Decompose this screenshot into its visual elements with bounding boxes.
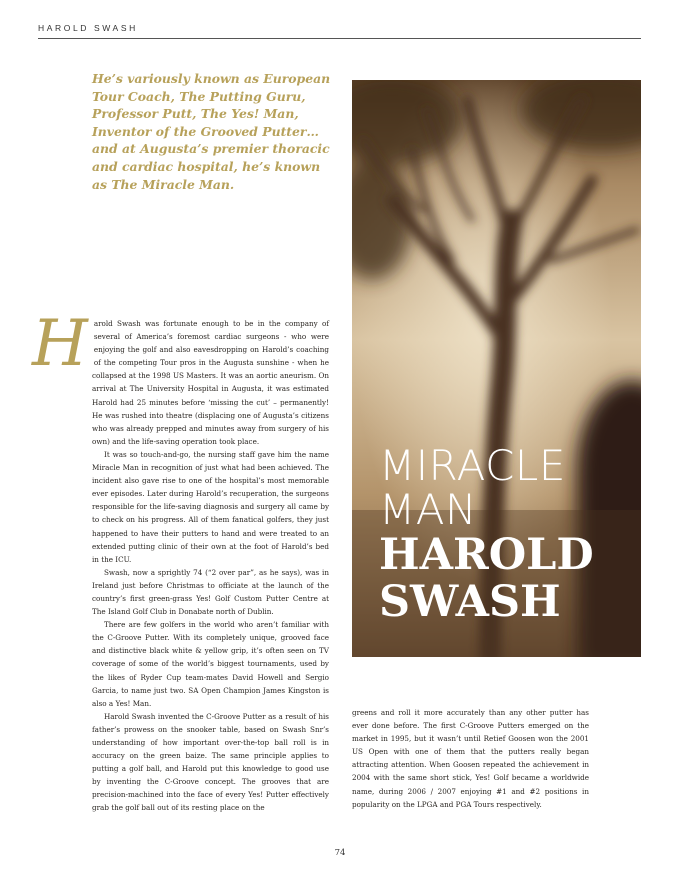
article-paragraph: There are few golfers in the world who aren’t familiar with the C-Groove Putter. With its completely unique, grooved face and distinctive black white & yellow grip, it’s often seen on TV coverage of some of the world’s biggest tournaments, used by the likes of Ryder Cup team-mates David Howell and Sergio Garcia, to name just two. SA Open Champion James Kingston is also a Yes! Man. [92, 620, 329, 708]
running-head: HAROLD SWASH [38, 23, 138, 33]
article-paragraph: Harold Swash invented the C-Groove Putter as a result of his father’s prowess on the snooker table, based on Swash Snr’s understanding of how important over-the-top ball roll is in accuracy on the green baize. The same principle applies to putting a golf ball, and Harold put this knowledge to good use by inventing the C-Groove concept. The grooves that are precision-machined into the face of every Yes! Putter effectively grab the golf ball out of its resting place on the [92, 711, 329, 813]
pull-quote-line: as The Miracle Man. [92, 176, 235, 192]
article-paragraph: greens and roll it more accurately than any other putter has ever done before. The first C-Groove Putters emerged on the market in 1995, but it wasn’t until Retief Goosen won the 2001 US Open with one of them that the putters really began attracting attention. When Goosen repeated the achievement in 2004 with the same short stick, Yes! Golf became a worldwide name, during 2006 / 2007 enjoying #1 and #2 positions in popularity on the LPGA and PGA Tours respectively. [352, 708, 589, 809]
pull-quote [92, 70, 342, 193]
pull-quote-line: Professor Putt, The Yes! Man, [92, 106, 299, 122]
paragraph-text: arold Swash was fortunate enough to be in the company of several of America’s foremost cardiac surgeons - who were enjoying the golf and also eavesdropping on Harold’s coaching of the competing Tour pros in the Augusta sunshine - when he collapsed at the 1998 US Masters. It was an aortic aneurism. On arrival at The University Hospital in Augusta, it was estimated Harold had 25 minutes before ‘missing the cut’ – permanently! He was rushed into theatre (displacing one of Augusta’s citizens who was already prepped and minutes away from surgery of his own) and the life-saving operation took place. [92, 319, 329, 446]
article-paragraph: Swash, now a sprightly 74 (“2 over par”, as he says), was in Ireland just before Christmas to officiate at the launch of the country’s first green-grass Yes! Golf Custom Putter Centre at The Island Golf Club in Donabate north of Dublin. [92, 567, 329, 617]
article-paragraph [32, 307, 329, 448]
headline-line-swash: SWASH [379, 577, 561, 627]
article-left-column [32, 307, 329, 815]
pull-quote-line: Inventor of the Grooved Putter… [92, 123, 319, 139]
pull-quote-line: Tour Coach, The Putting Guru, [92, 88, 306, 104]
drop-cap: H [32, 307, 88, 381]
feature-headline [379, 441, 641, 627]
headline-line-miracle: MIRACLE [379, 441, 566, 490]
headline-line-harold: HAROLD [379, 530, 594, 580]
article-right-column [352, 706, 589, 811]
pull-quote-line: and at Augusta’s premier thoracic [92, 141, 330, 157]
page-number: 74 [334, 848, 346, 858]
pull-quote-line: He’s variously known as European [92, 71, 331, 86]
header-rule [38, 38, 641, 39]
article-paragraph: It was so touch-and-go, the nursing staff gave him the name Miracle Man in recognition of just what had been achieved. The incident also gave rise to one of the hospital’s most memorable ever episodes. Later during Harold’s recuperation, the surgeons responsible for the life-saving diagnosis and surgery all came by to check on his progress. All of them fanatical golfers, they just happened to have their putters to hand and were treated to an extended putting clinic of their own at the foot of Harold’s bed in the ICU. [92, 449, 329, 564]
pull-quote-line: and cardiac hospital, he’s known [92, 158, 321, 174]
headline-line-man: MAN [379, 485, 477, 534]
